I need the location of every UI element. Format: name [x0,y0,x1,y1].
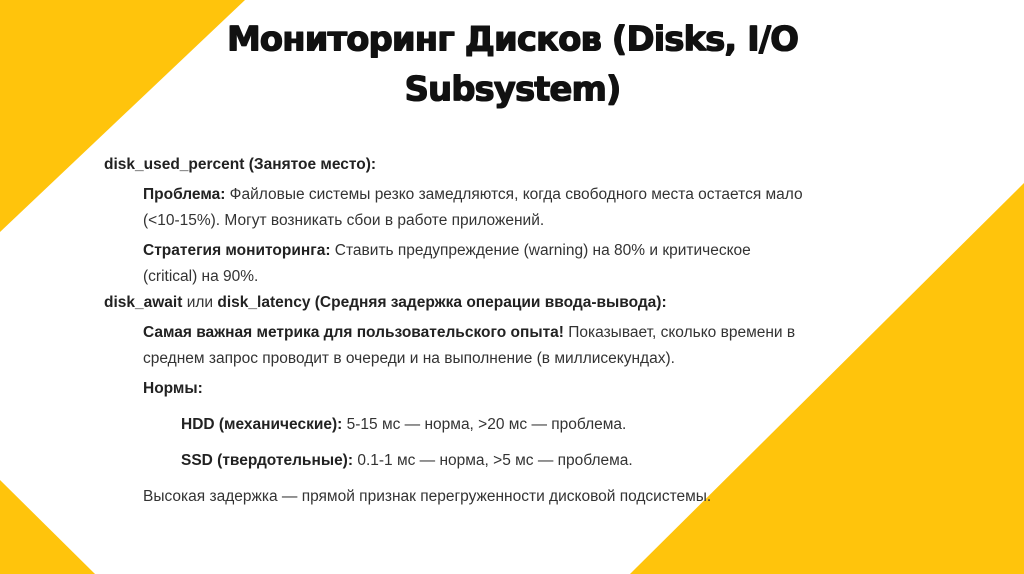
problem-text-2: (<10-15%). Могут возникать сбои в работе приложений. [143,212,545,229]
hdd-norm [181,412,904,438]
ssd-label: SSD (твердотельные): [181,452,354,469]
conclusion-text: Высокая задержка — прямой признак перегруженности дисковой подсистемы. [143,488,712,505]
disk-latency-heading [104,290,904,316]
disk-await-label: disk_await [104,294,183,311]
disk-used-heading: disk_used_percent (Занятое место): [104,156,377,173]
strategy-label: Стратегия мониторинга: [143,242,331,259]
strategy-paragraph [143,238,904,290]
important-text-1: Показывает, сколько времени в [563,324,796,341]
ssd-norm [181,448,904,474]
important-label: Самая важная метрика для пользовательского опыта! [143,324,564,341]
hdd-text: 5-15 мс — норма, >20 мс — проблема. [342,416,627,433]
or-label: или [182,294,218,311]
latency-description: (Средняя задержка операции ввода-вывода): [310,294,667,311]
strategy-text-2: (critical) на 90%. [143,268,259,285]
important-text-2: среднем запрос проводит в очереди и на выполнение (в миллисекундах). [143,350,675,367]
title-line-2: Subsystem) [404,69,620,109]
slide-title [150,14,874,114]
slide-content [104,152,904,510]
problem-paragraph [143,182,904,234]
problem-text-1: Файловые системы резко замедляются, когда свободного места остается мало [225,186,803,203]
hdd-label: HDD (механические): [181,416,343,433]
norms-label: Нормы: [143,380,203,397]
ssd-text: 0.1-1 мс — норма, >5 мс — проблема. [353,452,633,469]
title-line-1: Мониторинг Дисков (Disks, I/O [226,19,798,59]
strategy-text-1: Ставить предупреждение (warning) на 80% и критическое [330,242,751,259]
disk-latency-label: disk_latency [217,294,311,311]
problem-label: Проблема: [143,186,226,203]
important-paragraph [143,320,904,372]
